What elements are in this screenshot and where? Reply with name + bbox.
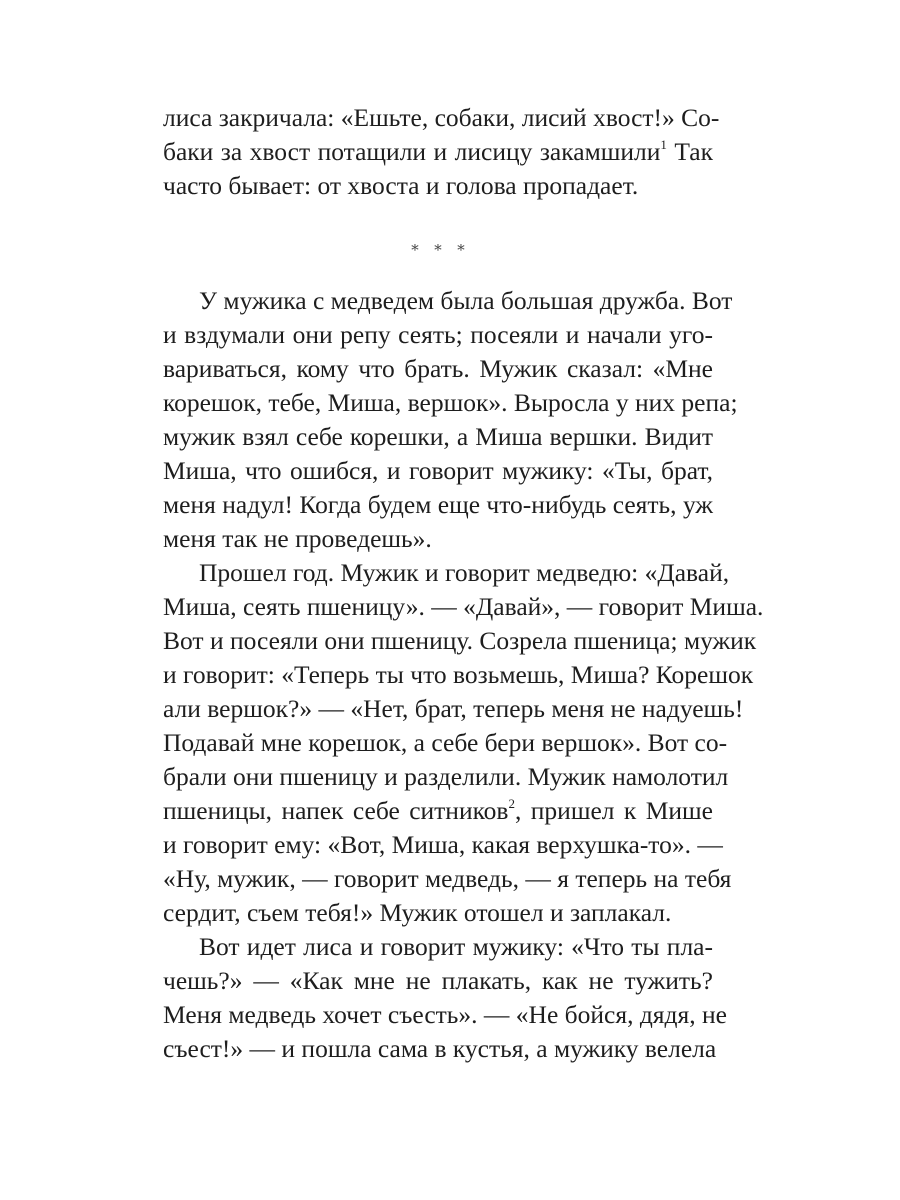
- text-span: баки за хвост потащили и лисицу закамшили: [163, 137, 661, 166]
- text-line: корешок, тебе, Миша, вершок». Выросла у них репа;: [163, 388, 738, 417]
- text-line: Прошел год. Мужик и говорит медведю: «Давай,: [199, 558, 730, 587]
- text-line: «Ну, мужик, — говорит медведь, — я теперь на тебя: [163, 864, 732, 893]
- separator-star: ∗: [409, 240, 421, 256]
- footnote-ref: 1: [660, 137, 667, 152]
- text-line: Меня медведь хочет съесть». — «Не бойся, дядя, не: [163, 1000, 727, 1029]
- text-line: У мужика с медведем была большая дружба. Вот: [199, 286, 733, 315]
- footnote-ref: 2: [508, 796, 515, 811]
- text-line: Вот идет лиса и говорит мужику: «Что ты пла-: [199, 932, 713, 961]
- section-separator: [408, 238, 468, 257]
- text-line: чешь?» — «Как мне не плакать, как не тужить?: [163, 966, 713, 995]
- text-line: Вот и посеяли они пшеницу. Созрела пшеница; мужик: [163, 626, 757, 655]
- text-line: съест!» — и пошла сама в кустья, а мужику велела: [163, 1034, 717, 1063]
- separator-star: ∗: [455, 240, 467, 256]
- text-line: [163, 137, 713, 167]
- text-line: сердит, съем тебя!» Мужик отошел и заплакал.: [163, 898, 672, 927]
- text-line: меня надул! Когда будем еще что-нибудь сеять, уж: [163, 490, 713, 519]
- text-line: и вздумали они репу сеять; посеяли и начали уго-: [163, 320, 713, 349]
- text-line: вариваться, кому что брать. Мужик сказал: «Мне: [163, 354, 713, 383]
- text-line: [163, 796, 713, 826]
- text-line: али вершок?» — «Нет, брат, теперь меня не надуешь!: [163, 694, 744, 723]
- text-line: Миша, что ошибся, и говорит мужику: «Ты, брат,: [163, 456, 713, 485]
- text-line: брали они пшеницу и разделили. Мужик намолотил: [163, 762, 729, 791]
- text-span: , пришел к Мише: [514, 796, 714, 825]
- text-span: Так: [666, 137, 713, 166]
- text-line: и говорит: «Теперь ты что возьмешь, Миша? Корешок: [163, 660, 754, 689]
- text-line: и говорит ему: «Вот, Миша, какая верхушка-то». —: [163, 830, 723, 859]
- text-line: Подавай мне корешок, а себе бери вершок». Вот со-: [163, 728, 728, 757]
- book-page: [163, 0, 764, 1200]
- text-line: меня так не проведешь».: [163, 524, 432, 553]
- text-line: лиса закричала: «Ешьте, собаки, лисий хвост!» Со-: [163, 103, 720, 132]
- separator-star: ∗: [432, 240, 444, 256]
- text-line: Миша, сеять пшеницу». — «Давай», — говорит Миша.: [163, 592, 764, 621]
- text-span: пшеницы, напек себе ситников: [163, 796, 509, 825]
- text-line: мужик взял себе корешки, а Миша вершки. Видит: [163, 422, 713, 451]
- text-line: часто бывает: от хвоста и голова пропадает.: [163, 171, 639, 200]
